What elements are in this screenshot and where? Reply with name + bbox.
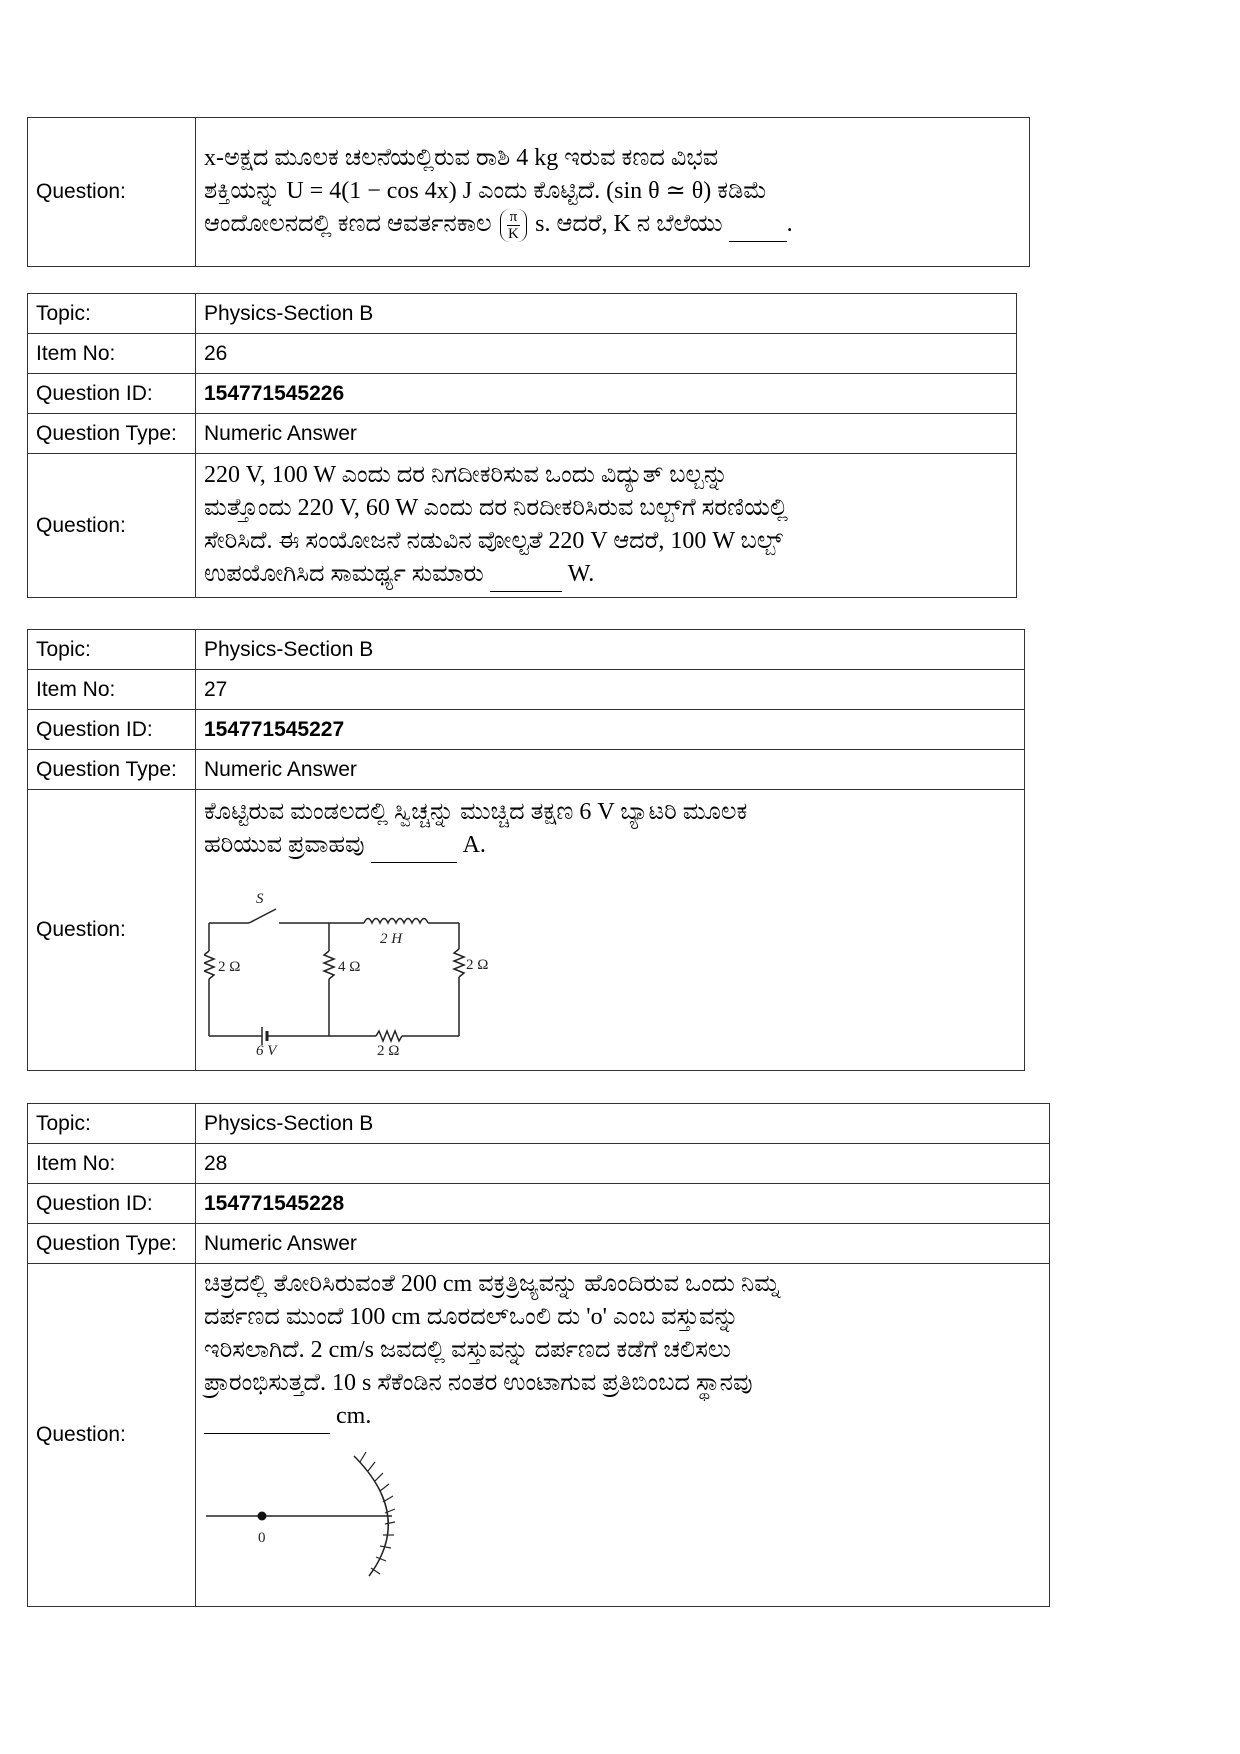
question-line: ಮತ್ತೊಂದು 220 V, 60 W ಎಂದು ದರ ನಿರದೀಕರಿಸಿರುವ ಬಲ್ಬ್‌ಗೆ ಸರಣಿಯಲ್ಲಿ xyxy=(204,495,788,521)
question-line: ಸೇರಿಸಿದೆ. ಈ ಸಂಯೋಜನೆ ನಡುವಿನ ವೋಲ್ಟತೆ 220 V ಆದರೆ, 100 W ಬಲ್ಬ್ xyxy=(204,528,783,554)
resistor-bottom-label: 2 Ω xyxy=(377,1043,400,1056)
resistor-left-label: 2 Ω xyxy=(218,959,241,975)
inductor-label: 2 H xyxy=(380,931,403,947)
switch xyxy=(249,909,276,923)
question-table-26 xyxy=(27,293,1017,598)
resistor-bottom xyxy=(376,1031,402,1041)
question-id-label: Question ID: xyxy=(28,1184,196,1224)
question-type-label: Question Type: xyxy=(28,1224,196,1264)
question-text xyxy=(204,142,1021,242)
resistor-right xyxy=(454,949,464,977)
question-line: ಆಂದೋಲನದಲ್ಲಿ ಕಣದ ಆವರ್ತನಕಾಲ $\frac{\pi}{K}$ s. ಆದರೆ, K ನ ಬೆಲೆಯು . xyxy=(204,208,793,242)
question-label: Question: xyxy=(28,454,196,598)
question-line: ಹರಿಯುವ ಪ್ರವಾಹವು A. xyxy=(204,829,1016,863)
topic-label: Topic: xyxy=(28,1104,196,1144)
item-no-value: 27 xyxy=(196,670,1025,710)
mirror-hatching xyxy=(360,1452,395,1574)
question-line: 220 V, 100 W ಎಂದು ದರ ನಿಗದೀಕರಿಸುವ ಒಂದು ವಿದ್ಯುತ್ ಬಲ್ಬನ್ನು xyxy=(204,462,729,488)
answer-blank xyxy=(204,1400,330,1434)
answer-blank xyxy=(490,558,562,592)
topic-label: Topic: xyxy=(28,630,196,670)
question-label: Question: xyxy=(28,1264,196,1607)
item-no-value: 26 xyxy=(196,334,1017,374)
topic-value: Physics-Section B xyxy=(196,630,1025,670)
inductor xyxy=(364,919,428,924)
question-line: ಶಕ್ತಿಯನ್ನು U = 4(1 − cos 4x) J ಎಂದು ಕೊಟ್ಟಿದೆ. (sin θ ≃ θ) ಕಡಿಮೆ xyxy=(204,178,767,204)
resistor-left xyxy=(204,951,214,979)
question-line: ಉಪಯೋಗಿಸಿದ ಸಾಮರ್ಥ್ಯ ಸುಮಾರು W. xyxy=(204,558,1008,592)
question-type-label: Question Type: xyxy=(28,414,196,454)
question-content xyxy=(196,1264,1050,1607)
answer-blank xyxy=(371,829,457,863)
question-id-label: Question ID: xyxy=(28,710,196,750)
fraction-pi-over-k: $\frac{\pi}{K}$ xyxy=(500,209,528,242)
circuit-diagram xyxy=(204,881,504,1056)
question-table-28 xyxy=(27,1103,1050,1607)
object-label: 0 xyxy=(258,1530,266,1546)
question-line: x-ಅಕ್ಷದ ಮೂಲಕ ಚಲನೆಯಲ್ಲಿರುವ ರಾಶಿ 4 kg ಇರುವ ಕಣದ ವಿಭವ xyxy=(204,145,719,171)
question-line: ಕೊಟ್ಟಿರುವ ಮಂಡಲದಲ್ಲಿ ಸ್ವಿಚ್ಚನ್ನು ಮುಚ್ಚಿದ ತಕ್ಷಣ 6 V ಬ್ಯಾಟರಿ ಮೂಲಕ xyxy=(204,799,748,825)
question-id-value: 154771545228 xyxy=(196,1184,1050,1224)
question-line: ಚಿತ್ರದಲ್ಲಿ ತೋರಿಸಿರುವಂತೆ 200 cm ವಕ್ರತ್ರಿಜ್ಯವನ್ನು ಹೊಂದಿರುವ ಒಂದು ನಿಮ್ನ xyxy=(204,1271,781,1297)
question-type-value: Numeric Answer xyxy=(196,414,1017,454)
question-text xyxy=(204,1268,1041,1434)
switch-label: S xyxy=(256,891,264,907)
item-no-label: Item No: xyxy=(28,1144,196,1184)
resistor-right-label: 2 Ω xyxy=(466,957,489,973)
question-content xyxy=(196,118,1030,267)
question-line: cm. xyxy=(204,1400,1041,1434)
question-line: ದರ್ಪಣದ ಮುಂದೆ 100 cm ದೂರದಲ್ಒಂಲಿ ದು 'o' ಎಂಬ ವಸ್ತುವನ್ನು xyxy=(204,1304,739,1330)
answer-blank xyxy=(729,208,787,242)
mirror-diagram xyxy=(204,1444,444,1584)
question-type-value: Numeric Answer xyxy=(196,1224,1050,1264)
question-table-27 xyxy=(27,629,1025,1071)
topic-value: Physics-Section B xyxy=(196,1104,1050,1144)
question-content xyxy=(196,454,1017,598)
item-no-value: 28 xyxy=(196,1144,1050,1184)
question-content xyxy=(196,790,1025,1071)
question-text xyxy=(204,459,1008,592)
resistor-middle xyxy=(324,951,334,979)
question-label: Question: xyxy=(28,118,196,267)
question-id-value: 154771545226 xyxy=(196,374,1017,414)
question-text xyxy=(204,796,1016,863)
question-id-value: 154771545227 xyxy=(196,710,1025,750)
object-point xyxy=(258,1512,267,1521)
topic-value: Physics-Section B xyxy=(196,294,1017,334)
question-table-25 xyxy=(27,117,1030,267)
topic-label: Topic: xyxy=(28,294,196,334)
item-no-label: Item No: xyxy=(28,670,196,710)
question-label: Question: xyxy=(28,790,196,1071)
question-type-value: Numeric Answer xyxy=(196,750,1025,790)
resistor-middle-label: 4 Ω xyxy=(338,959,361,975)
battery-label: 6 V xyxy=(256,1043,277,1056)
question-id-label: Question ID: xyxy=(28,374,196,414)
item-no-label: Item No: xyxy=(28,334,196,374)
question-line: ಇರಿಸಲಾಗಿದೆ. 2 cm/s ಜವದಲ್ಲಿ ವಸ್ತುವನ್ನು ದರ್ಪಣದ ಕಡೆಗೆ ಚಲಿಸಲು xyxy=(204,1337,732,1363)
question-type-label: Question Type: xyxy=(28,750,196,790)
question-line: ಪ್ರಾರಂಭಿಸುತ್ತದೆ. 10 s ಸೆಕೆಂಡಿನ ನಂತರ ಉಂಟಾಗುವ ಪ್ರತಿಬಿಂಬದ ಸ್ಥಾನವು xyxy=(204,1370,753,1396)
